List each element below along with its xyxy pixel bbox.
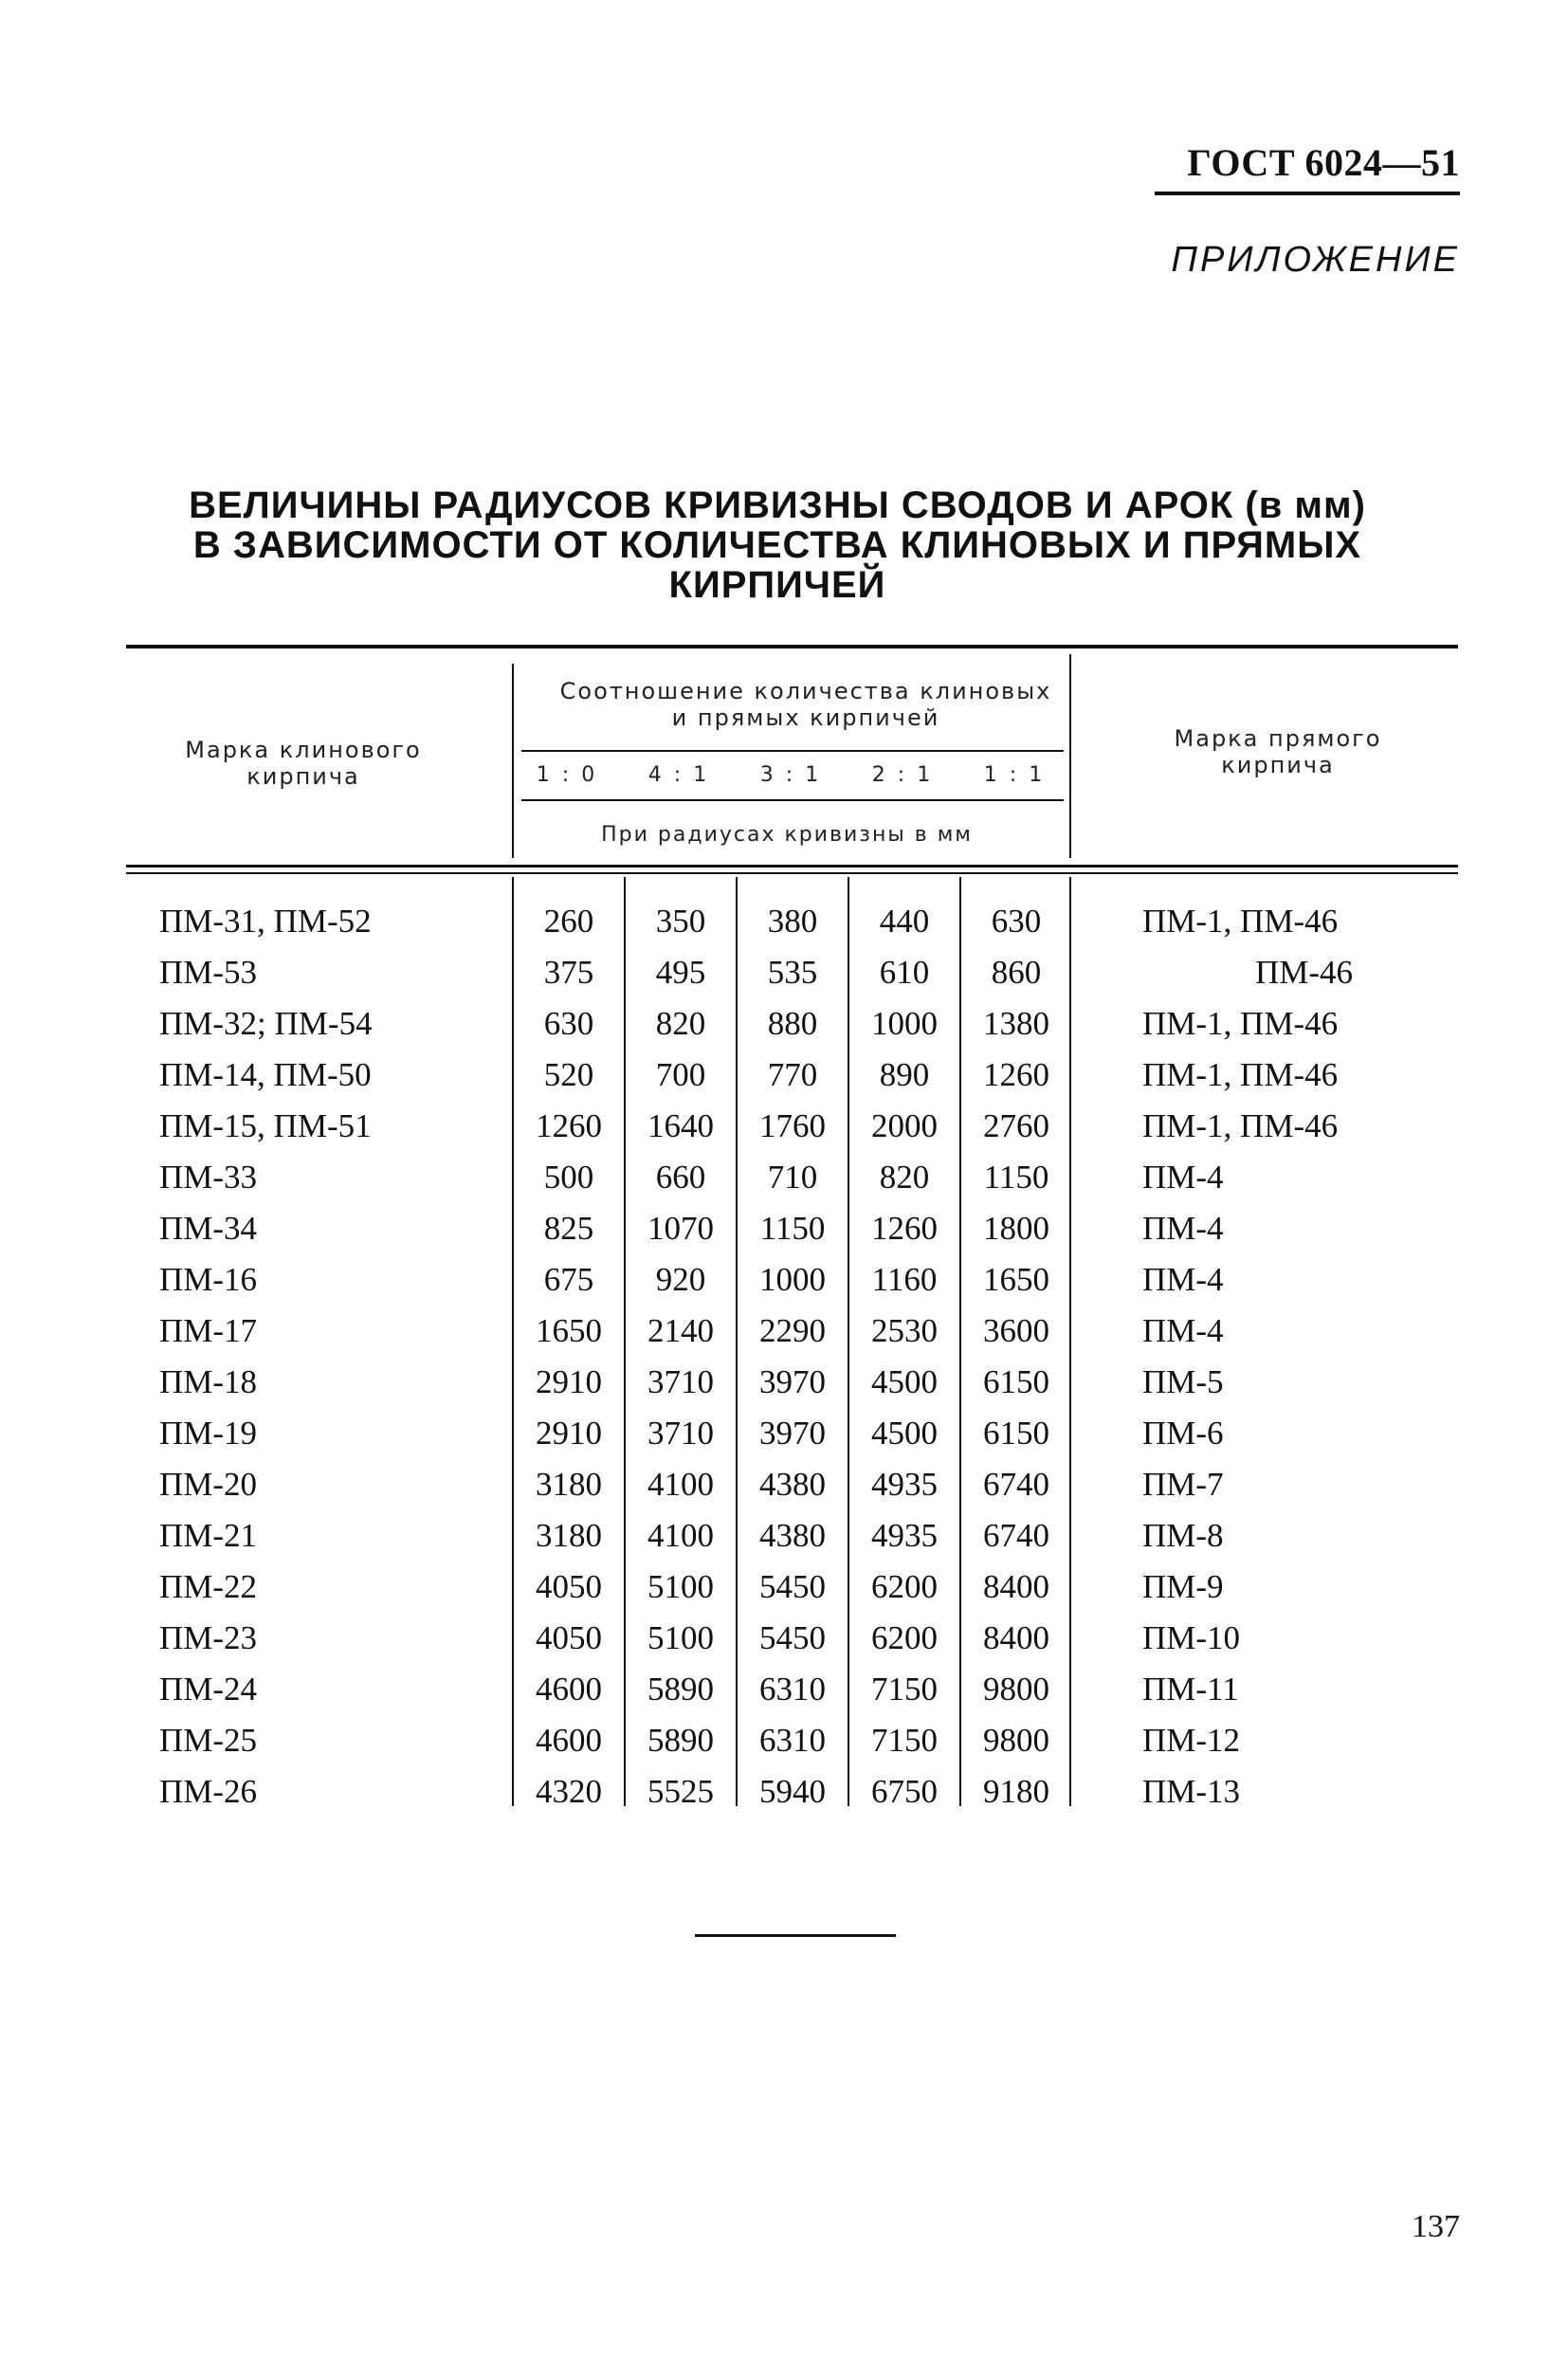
radius-value: 1650 <box>536 1312 602 1349</box>
title-line-1: ВЕЛИЧИНЫ РАДИУСОВ КРИВИЗНЫ СВОДОВ И АРОК (в мм) <box>189 484 1366 526</box>
radius-value: 6750 <box>871 1773 938 1810</box>
column-divider <box>848 877 849 1806</box>
radius-value: 500 <box>543 1159 594 1196</box>
radius-value: 6150 <box>983 1363 1049 1400</box>
document-title <box>161 485 1394 605</box>
radius-value: 4935 <box>871 1517 938 1554</box>
straight-brick-mark: ПМ-1, ПМ-46 <box>1142 1005 1339 1042</box>
straight-brick-mark: ПМ-1, ПМ-46 <box>1142 1107 1339 1144</box>
straight-brick-mark: ПМ-8 <box>1142 1517 1224 1554</box>
radius-value: 1150 <box>983 1159 1049 1196</box>
radius-value: 6200 <box>871 1568 938 1605</box>
radius-value: 8400 <box>983 1568 1049 1605</box>
radius-value: 520 <box>543 1056 594 1093</box>
radius-value: 825 <box>543 1210 594 1247</box>
ratio-row-rule <box>521 799 1064 801</box>
straight-brick-mark: ПМ-4 <box>1142 1210 1224 1247</box>
wedge-brick-mark: ПМ-33 <box>159 1159 258 1196</box>
radius-value: 820 <box>655 1005 706 1042</box>
radius-value: 2910 <box>536 1415 602 1452</box>
table-header-bottom-rule-2 <box>126 872 1458 874</box>
radius-value: 1000 <box>871 1005 938 1042</box>
radius-value: 3970 <box>759 1415 826 1452</box>
radius-value: 4500 <box>871 1363 938 1400</box>
wedge-brick-mark: ПМ-14, ПМ-50 <box>159 1056 372 1093</box>
appendix-label: ПРИЛОЖЕНИЕ <box>1171 240 1460 280</box>
radius-value: 1260 <box>983 1056 1049 1093</box>
ratio-2-1: 2 : 1 <box>871 763 934 787</box>
title-line-2: В ЗАВИСИМОСТИ ОТ КОЛИЧЕСТВА КЛИНОВЫХ И ПРЯМЫХ <box>192 524 1362 566</box>
straight-brick-mark: ПМ-4 <box>1142 1261 1224 1298</box>
radius-value: 6740 <box>983 1517 1049 1554</box>
wedge-brick-mark: ПМ-20 <box>159 1466 258 1503</box>
wedge-brick-mark: ПМ-31, ПМ-52 <box>159 903 372 940</box>
radius-value: 2910 <box>536 1363 602 1400</box>
ratio-1-1: 1 : 1 <box>983 763 1046 787</box>
radius-value: 3180 <box>536 1517 602 1554</box>
radius-value: 2000 <box>871 1107 938 1144</box>
table-header-bottom-rule <box>126 865 1458 868</box>
radius-value: 3180 <box>536 1466 602 1503</box>
radius-value: 2530 <box>871 1312 938 1349</box>
end-rule <box>695 1934 896 1937</box>
radius-value: 4050 <box>536 1568 602 1605</box>
ratio-3-1: 3 : 1 <box>759 763 822 787</box>
radius-value: 3710 <box>647 1363 714 1400</box>
header-ratio-group: Соотношение количества клиновых и прямых кирпичей <box>559 678 1052 731</box>
straight-brick-mark: ПМ-12 <box>1142 1722 1241 1759</box>
radius-value: 260 <box>543 903 594 940</box>
radius-value: 1800 <box>983 1210 1049 1247</box>
radius-value: 1760 <box>759 1107 826 1144</box>
radius-value: 920 <box>655 1261 706 1298</box>
radius-value: 495 <box>655 954 706 991</box>
radius-value: 2290 <box>759 1312 826 1349</box>
straight-brick-mark: ПМ-1, ПМ-46 <box>1142 1056 1339 1093</box>
radius-value: 6310 <box>759 1671 826 1708</box>
straight-brick-mark: ПМ-5 <box>1142 1363 1224 1400</box>
wedge-brick-mark: ПМ-24 <box>159 1671 258 1708</box>
wedge-brick-mark: ПМ-32; ПМ-54 <box>159 1005 373 1042</box>
radius-value: 9180 <box>983 1773 1049 1810</box>
radius-value: 4100 <box>647 1466 714 1503</box>
radius-value: 2760 <box>983 1107 1049 1144</box>
radius-value: 4935 <box>871 1466 938 1503</box>
column-divider <box>959 877 961 1806</box>
straight-brick-mark: ПМ-4 <box>1142 1159 1224 1196</box>
header-rule <box>1155 192 1460 195</box>
title-line-3: КИРПИЧЕЙ <box>668 564 886 606</box>
radius-value: 3600 <box>983 1312 1049 1349</box>
column-divider <box>512 877 514 1806</box>
radius-value: 5450 <box>759 1568 826 1605</box>
column-divider <box>512 664 514 858</box>
radius-value: 440 <box>879 903 930 940</box>
radius-value: 860 <box>991 954 1042 991</box>
radius-value: 675 <box>543 1261 594 1298</box>
radius-value: 6740 <box>983 1466 1049 1503</box>
straight-brick-mark: ПМ-11 <box>1142 1671 1239 1708</box>
radius-value: 630 <box>991 903 1042 940</box>
straight-brick-mark: ПМ-7 <box>1142 1466 1224 1503</box>
table-top-rule <box>126 645 1458 649</box>
straight-brick-mark: ПМ-1, ПМ-46 <box>1142 903 1339 940</box>
radius-value: 380 <box>767 903 818 940</box>
radius-value: 2140 <box>647 1312 714 1349</box>
straight-brick-mark: ПМ-46 <box>1254 954 1353 991</box>
wedge-brick-mark: ПМ-21 <box>159 1517 258 1554</box>
ratio-1-0: 1 : 0 <box>536 763 598 787</box>
radius-value: 4100 <box>647 1517 714 1554</box>
column-divider <box>624 877 626 1806</box>
wedge-brick-mark: ПМ-26 <box>159 1773 258 1810</box>
radius-value: 770 <box>767 1056 818 1093</box>
straight-brick-mark: ПМ-4 <box>1142 1312 1224 1349</box>
radius-value: 535 <box>767 954 818 991</box>
radius-value: 700 <box>655 1056 706 1093</box>
wedge-brick-mark: ПМ-25 <box>159 1722 258 1759</box>
radius-value: 1260 <box>536 1107 602 1144</box>
wedge-brick-mark: ПМ-17 <box>159 1312 258 1349</box>
radius-value: 1000 <box>759 1261 826 1298</box>
header-radius-note: При радиусах кривизны в мм <box>601 823 973 847</box>
radius-value: 1150 <box>759 1210 826 1247</box>
radius-value: 8400 <box>983 1619 1049 1656</box>
radius-value: 9800 <box>983 1722 1049 1759</box>
wedge-brick-mark: ПМ-53 <box>159 954 258 991</box>
radius-value: 7150 <box>871 1671 938 1708</box>
radius-value: 4380 <box>759 1466 826 1503</box>
radius-value: 1650 <box>983 1261 1049 1298</box>
radius-value: 5890 <box>647 1671 714 1708</box>
wedge-brick-mark: ПМ-22 <box>159 1568 258 1605</box>
header-straight-brick: Марка прямого кирпича <box>1174 725 1382 778</box>
radius-value: 5525 <box>647 1773 714 1810</box>
radius-value: 9800 <box>983 1671 1049 1708</box>
straight-brick-mark: ПМ-9 <box>1142 1568 1224 1605</box>
radius-value: 880 <box>767 1005 818 1042</box>
radius-value: 3710 <box>647 1415 714 1452</box>
wedge-brick-mark: ПМ-15, ПМ-51 <box>159 1107 372 1144</box>
page-number: 137 <box>1412 2209 1460 2244</box>
radius-value: 4380 <box>759 1517 826 1554</box>
radius-value: 710 <box>767 1159 818 1196</box>
radius-value: 4600 <box>536 1722 602 1759</box>
radius-value: 7150 <box>871 1722 938 1759</box>
ratio-4-1: 4 : 1 <box>647 763 710 787</box>
wedge-brick-mark: ПМ-19 <box>159 1415 258 1452</box>
wedge-brick-mark: ПМ-34 <box>159 1210 258 1247</box>
wedge-brick-mark: ПМ-16 <box>159 1261 258 1298</box>
column-divider <box>1069 877 1071 1806</box>
straight-brick-mark: ПМ-6 <box>1142 1415 1224 1452</box>
radius-value: 4500 <box>871 1415 938 1452</box>
radius-value: 6200 <box>871 1619 938 1656</box>
ratio-group-rule <box>521 750 1064 752</box>
radius-value: 5890 <box>647 1722 714 1759</box>
radius-value: 890 <box>879 1056 930 1093</box>
header-wedge-brick: Марка клинового кирпича <box>185 737 422 790</box>
radius-value: 610 <box>879 954 930 991</box>
radius-value: 5450 <box>759 1619 826 1656</box>
straight-brick-mark: ПМ-10 <box>1142 1619 1241 1656</box>
standard-code: ГОСТ 6024—51 <box>1187 141 1460 184</box>
wedge-brick-mark: ПМ-23 <box>159 1619 258 1656</box>
radius-value: 1070 <box>647 1210 714 1247</box>
column-divider <box>1069 654 1071 858</box>
radius-value: 350 <box>655 903 706 940</box>
radius-value: 1260 <box>871 1210 938 1247</box>
radius-value: 660 <box>655 1159 706 1196</box>
radius-value: 6150 <box>983 1415 1049 1452</box>
radius-value: 820 <box>879 1159 930 1196</box>
radius-value: 4600 <box>536 1671 602 1708</box>
column-divider <box>736 877 738 1806</box>
radius-value: 4050 <box>536 1619 602 1656</box>
radius-value: 5100 <box>647 1568 714 1605</box>
wedge-brick-mark: ПМ-18 <box>159 1363 258 1400</box>
straight-brick-mark: ПМ-13 <box>1142 1773 1241 1810</box>
radius-value: 1640 <box>647 1107 714 1144</box>
radius-value: 375 <box>543 954 594 991</box>
radius-value: 3970 <box>759 1363 826 1400</box>
radius-value: 1160 <box>871 1261 938 1298</box>
radius-value: 4320 <box>536 1773 602 1810</box>
radius-value: 630 <box>543 1005 594 1042</box>
radius-value: 1380 <box>983 1005 1049 1042</box>
radius-value: 5940 <box>759 1773 826 1810</box>
radius-value: 5100 <box>647 1619 714 1656</box>
radius-value: 6310 <box>759 1722 826 1759</box>
